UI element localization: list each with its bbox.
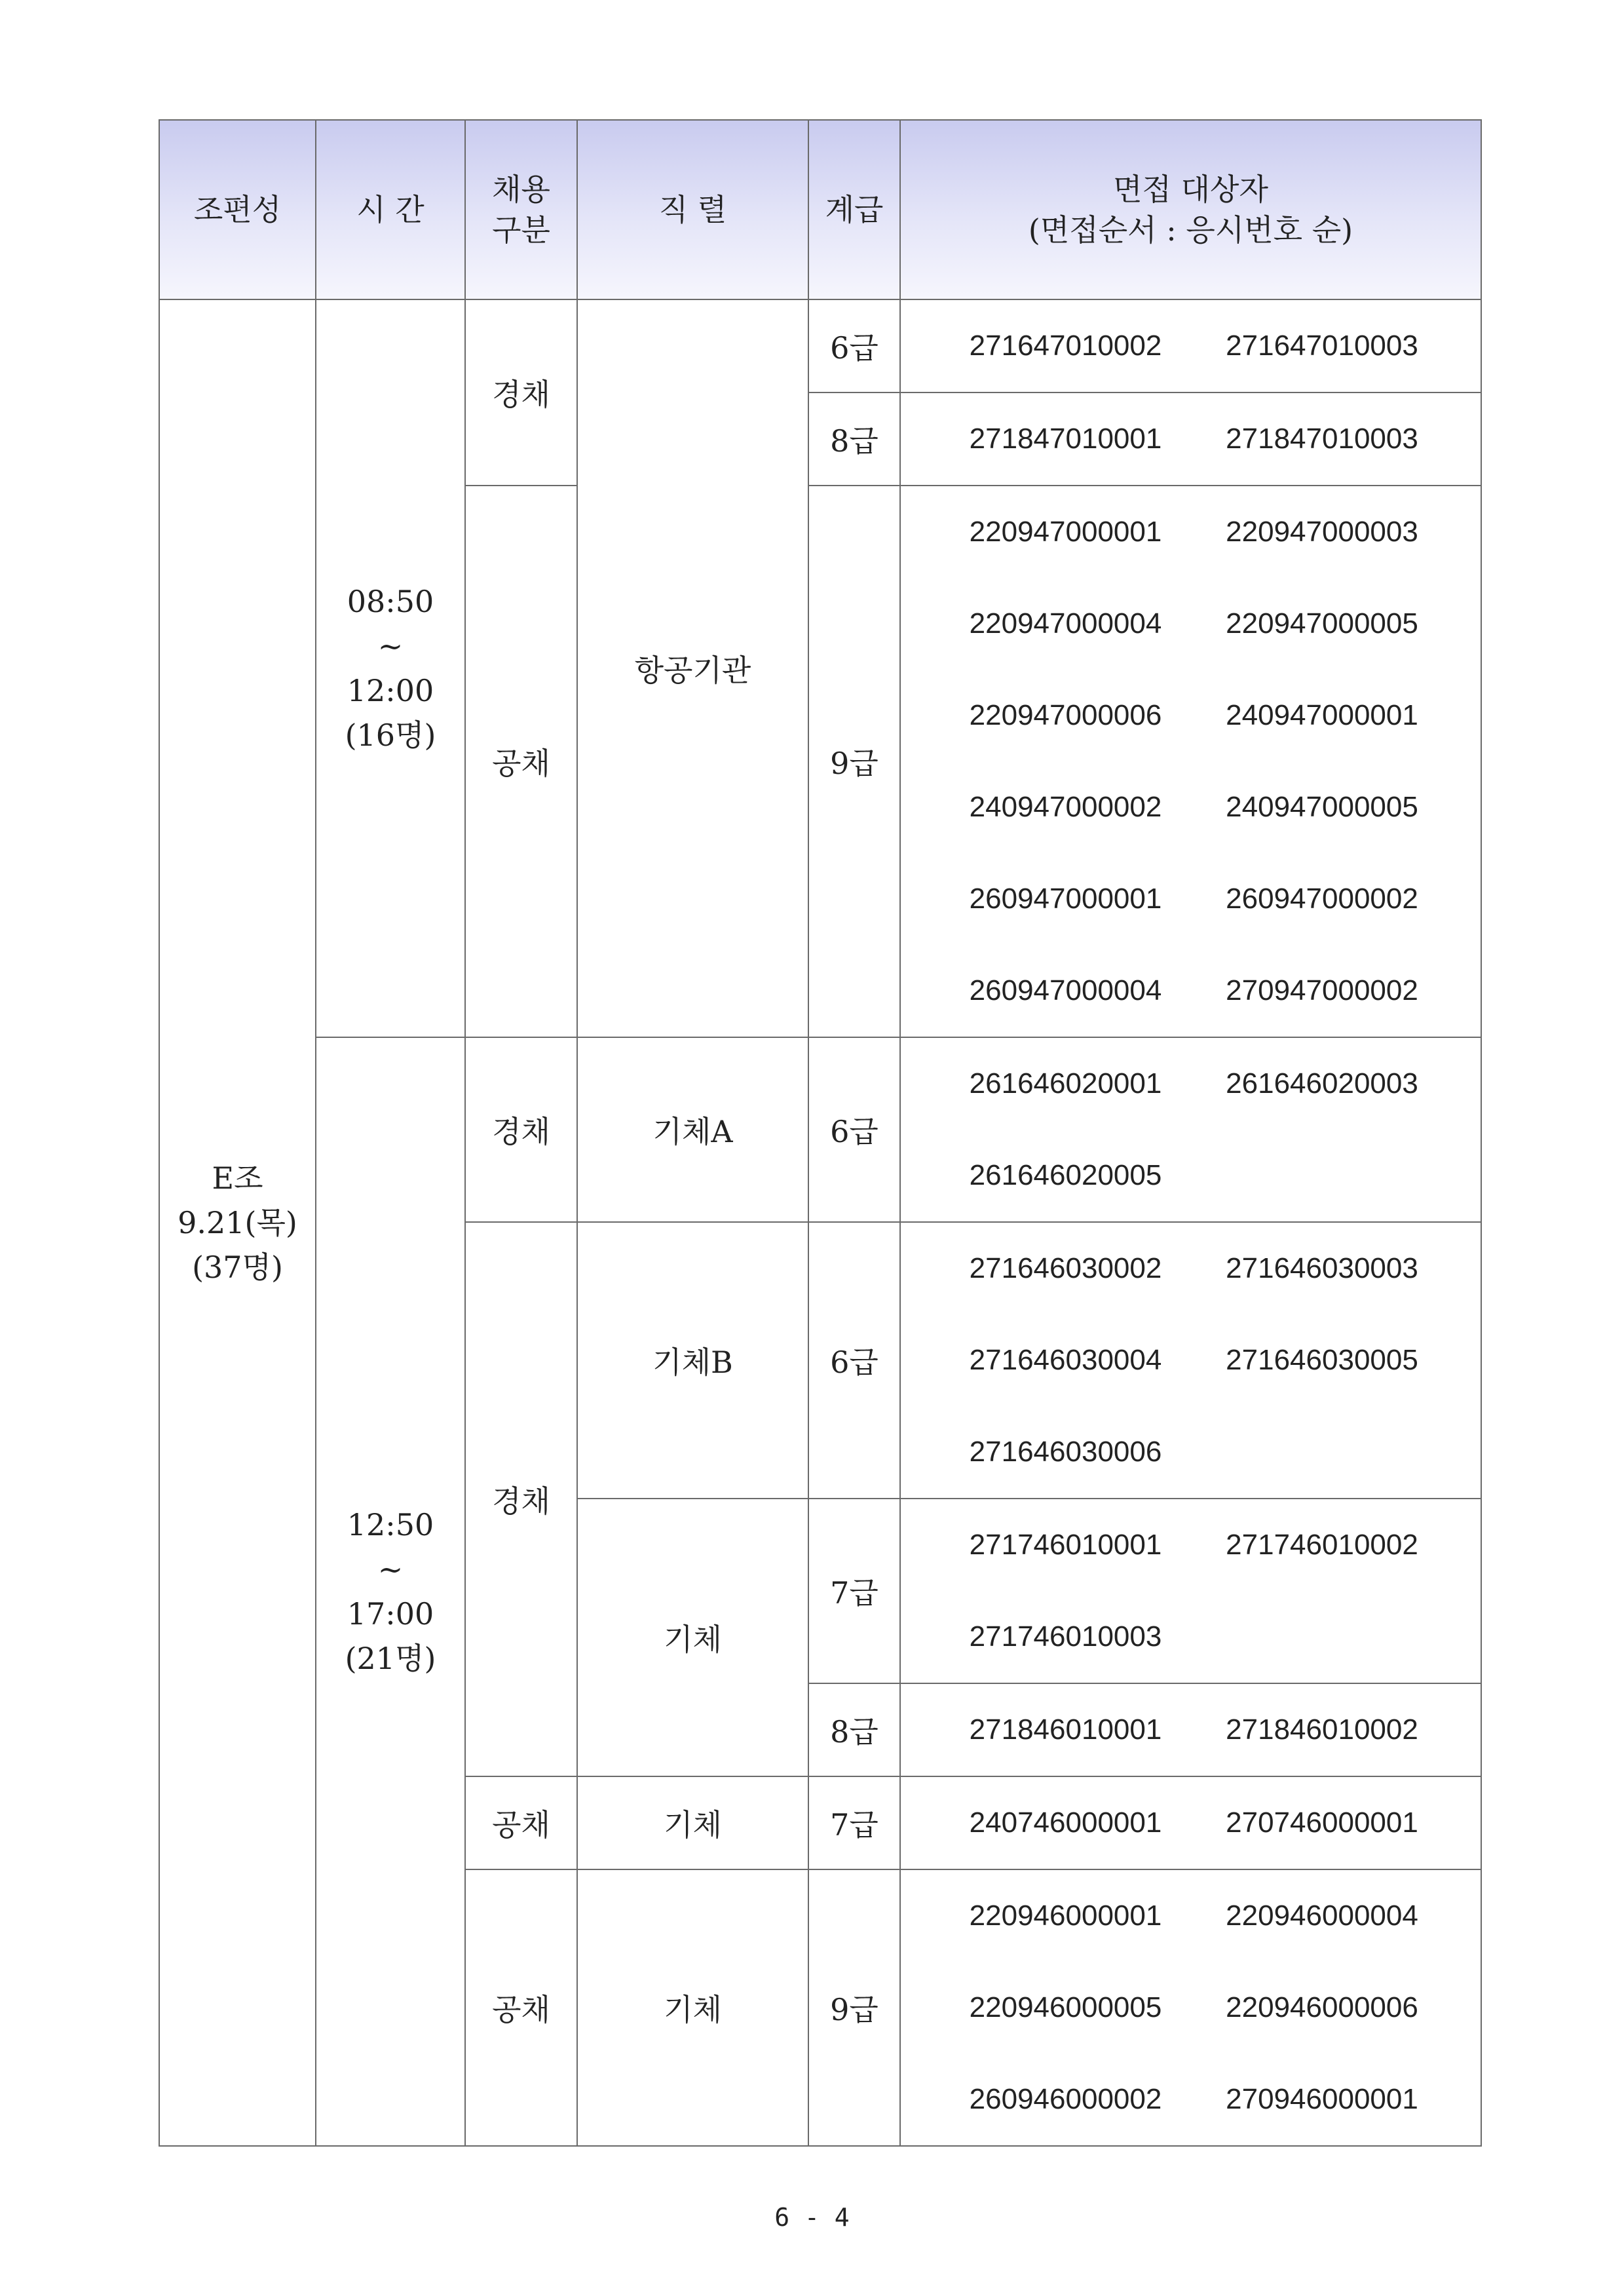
header-time: 시 간 (316, 120, 465, 299)
grade-cell: 6급 (808, 1037, 900, 1222)
interview-schedule-table (159, 119, 1482, 2147)
candidate-pair: 271847010001 271847010003 (969, 423, 1418, 455)
header-job-series: 직 렬 (577, 120, 808, 299)
recruit-type-cell: 경채 (465, 1037, 577, 1222)
job-series-cell: 기체B (577, 1222, 808, 1499)
candidate-cell (900, 1869, 1481, 2146)
header-row (159, 120, 1481, 299)
schedule-sheet (159, 119, 1482, 2147)
candidate-pair: 271746010001 271746010002 (969, 1529, 1418, 1561)
grade-cell: 6급 (808, 1222, 900, 1499)
grade-cell: 9급 (808, 1869, 900, 2146)
candidate-pair: 261646020001 261646020003 (969, 1067, 1418, 1100)
candidate-cell (900, 1037, 1481, 1222)
grade-cell: 7급 (808, 1499, 900, 1683)
recruit-type-cell: 경채 (465, 1222, 577, 1776)
candidate-cell (900, 1499, 1481, 1683)
candidate-cell (900, 486, 1481, 1037)
session-time-morning: 08:50 ~ 12:00 (16명) (316, 299, 465, 1037)
candidate-cell (900, 1776, 1481, 1869)
candidate-pair: 220947000006 240947000001 (969, 699, 1418, 731)
candidate-pair: 261646020005 (969, 1159, 1162, 1191)
candidate-pair: 271646030002 271646030003 (969, 1252, 1418, 1284)
job-series-cell: 기체A (577, 1037, 808, 1222)
header-group: 조편성 (159, 120, 316, 299)
table-row (159, 1037, 1481, 1130)
recruit-type-cell: 경채 (465, 299, 577, 486)
candidate-pair: 271647010002 271647010003 (969, 330, 1418, 362)
header-candidates: 면접 대상자 (면접순서 : 응시번호 순) (900, 120, 1481, 299)
candidate-cell (900, 1222, 1481, 1499)
session-time-afternoon: 12:50 ~ 17:00 (21명) (316, 1037, 465, 2146)
recruit-type-cell: 공채 (465, 486, 577, 1037)
candidate-pair: 220947000004 220947000005 (969, 607, 1418, 640)
grade-cell: 8급 (808, 392, 900, 486)
grade-cell: 8급 (808, 1683, 900, 1776)
candidate-pair: 220946000001 220946000004 (969, 1900, 1418, 1932)
candidate-pair: 271646030006 (969, 1436, 1162, 1468)
group-cell: E조 9.21(목) (37명) (159, 299, 316, 2146)
candidate-cell (900, 1683, 1481, 1776)
candidate-pair: 260947000001 260947000002 (969, 883, 1418, 915)
candidate-pair: 271646030004 271646030005 (969, 1344, 1418, 1376)
candidate-pair: 260947000004 270947000002 (969, 974, 1418, 1006)
candidate-pair: 220947000001 220947000003 (969, 516, 1418, 548)
job-series-cell: 기체 (577, 1776, 808, 1869)
candidate-pair: 240746000001 270746000001 (969, 1807, 1418, 1839)
candidate-cell (900, 392, 1481, 486)
recruit-type-cell: 공채 (465, 1776, 577, 1869)
candidate-cell (900, 299, 1481, 392)
grade-cell: 9급 (808, 486, 900, 1037)
header-grade: 계급 (808, 120, 900, 299)
job-series-cell: 항공기관 (577, 299, 808, 1037)
grade-cell: 7급 (808, 1776, 900, 1869)
candidate-pair: 271746010003 (969, 1620, 1162, 1653)
page-number: 6 - 4 (774, 2203, 850, 2232)
candidate-pair: 220946000005 220946000006 (969, 1991, 1418, 2023)
candidate-pair: 260946000002 270946000001 (969, 2083, 1418, 2115)
job-series-cell: 기체 (577, 1869, 808, 2146)
grade-cell: 6급 (808, 299, 900, 392)
candidate-pair: 271846010001 271846010002 (969, 1713, 1418, 1746)
header-recruit-type: 채용 구분 (465, 120, 577, 299)
job-series-cell: 기체 (577, 1499, 808, 1776)
recruit-type-cell: 공채 (465, 1869, 577, 2146)
table-row (159, 299, 1481, 392)
candidate-pair: 240947000002 240947000005 (969, 791, 1418, 823)
